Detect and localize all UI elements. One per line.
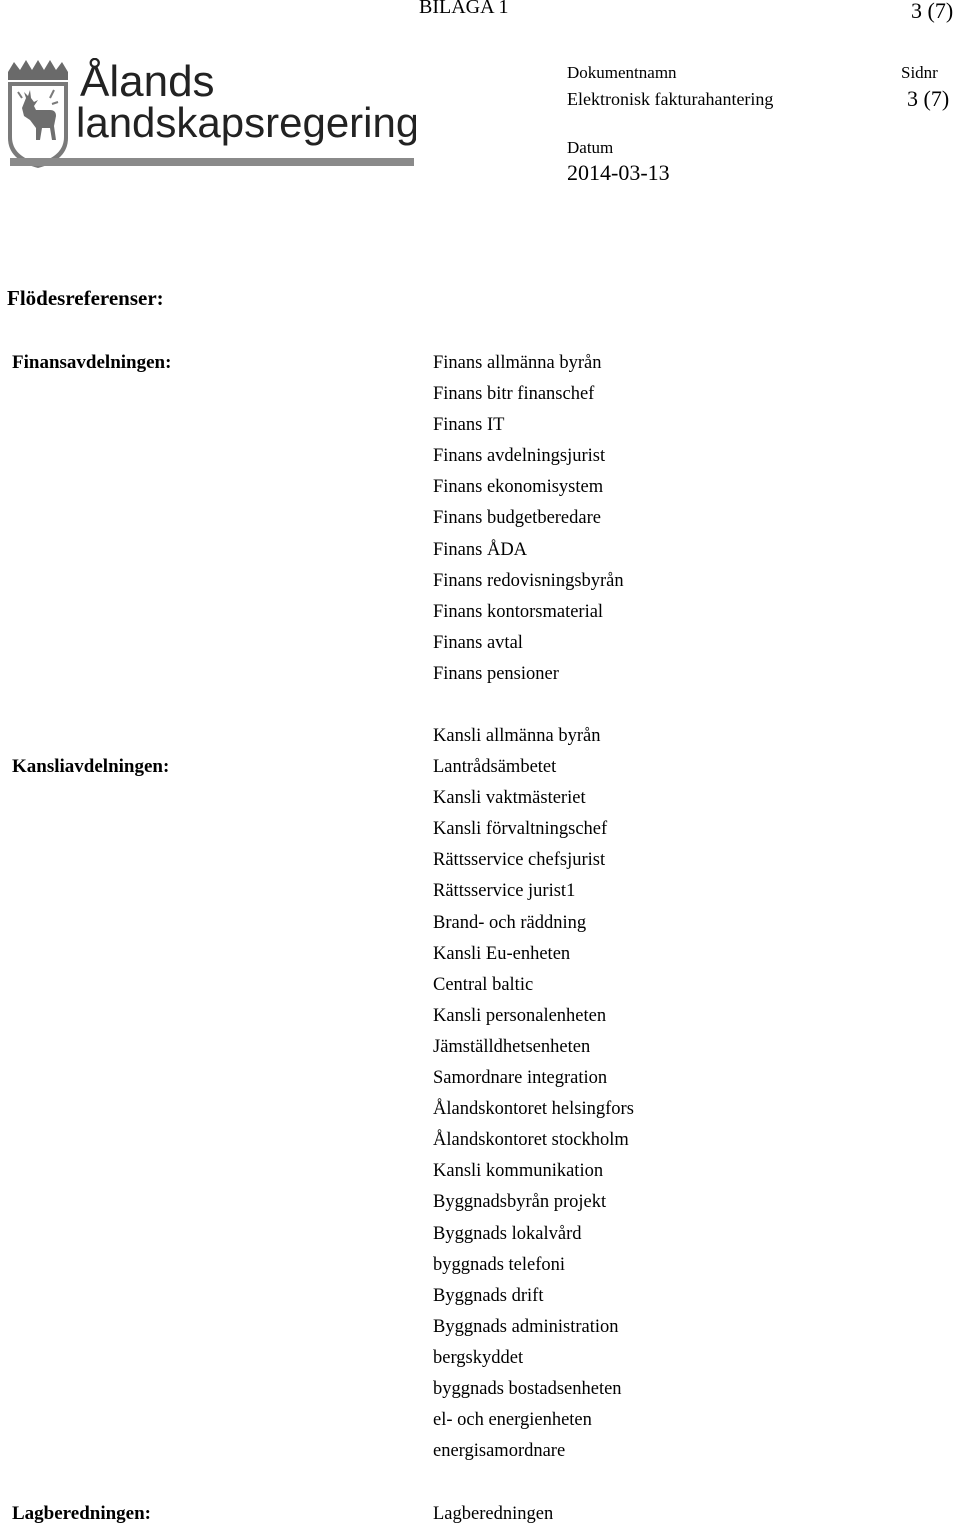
list-item: el- och energienheten — [433, 1410, 592, 1431]
list-item: Samordnare integration — [433, 1068, 608, 1089]
list-item: Kansli Eu-enheten — [433, 943, 571, 964]
list-item: Byggnads drift — [433, 1285, 544, 1306]
list-item: Finans ÅDA — [433, 539, 528, 560]
department-list-finans — [433, 351, 624, 693]
list-item: Byggnads administration — [433, 1316, 619, 1337]
doc-name-value: Elektronisk fakturahantering — [567, 89, 774, 109]
list-item: Finans allmänna byrån — [433, 353, 602, 373]
list-item: Finans redovisningsbyrån — [433, 570, 624, 591]
page-number-value: 3 (7) — [907, 86, 950, 111]
list-item: Kansli kommunikation — [433, 1161, 604, 1182]
list-item: Kansli vaktmästeriet — [433, 788, 586, 809]
list-item: Rättsservice jurist1 — [433, 881, 576, 902]
department-label-lagberedningen: Lagberedningen: — [12, 1503, 152, 1524]
list-item: Finans IT — [433, 415, 505, 436]
list-item: Kansli allmänna byrån — [433, 726, 601, 746]
department-label-kansli: Kansliavdelningen: — [12, 756, 170, 777]
list-item: Central baltic — [433, 974, 534, 995]
list-item: Brand- och räddning — [433, 912, 587, 933]
doc-name-label: Dokumentnamn — [567, 63, 677, 82]
logo-wordmark-line1: Ålands — [80, 58, 215, 106]
list-item: Ålandskontoret helsingfors — [433, 1099, 634, 1120]
list-item: Finans bitr finanschef — [433, 384, 595, 405]
aland-coat-of-arms-deer-icon — [8, 60, 68, 168]
department-list-lagberedningen — [433, 1502, 553, 1533]
list-item: Lantrådsämbetet — [433, 757, 557, 778]
logo-wordmark-line2: landskapsregering — [76, 99, 416, 146]
list-item: Finans pensioner — [433, 663, 559, 684]
department-label-finans: Finansavdelningen: — [12, 352, 172, 373]
list-item: Ålandskontoret stockholm — [433, 1130, 629, 1151]
list-item: Byggnads lokalvård — [433, 1223, 582, 1244]
list-item: Finans ekonomisystem — [433, 477, 604, 498]
list-item: Finans avdelningsjurist — [433, 446, 606, 467]
list-item: Byggnadsbyrån projekt — [433, 1192, 607, 1213]
list-item: Finans avtal — [433, 632, 523, 653]
flow-references-heading: Flödesreferenser: — [7, 286, 164, 310]
list-item: bergskyddet — [433, 1347, 524, 1368]
date-label: Datum — [567, 138, 614, 157]
department-list-kansli — [433, 724, 634, 1470]
logo-svg — [4, 58, 416, 170]
appendix-label: BILAGA 1 — [419, 0, 509, 18]
government-logo — [4, 58, 416, 170]
date-value: 2014-03-13 — [567, 160, 670, 185]
page-number-top: 3 (7) — [911, 0, 954, 23]
list-item: Kansli förvaltningschef — [433, 819, 608, 840]
list-item: Jämställdhetsenheten — [433, 1036, 591, 1057]
list-item: Lagberedningen — [433, 1504, 554, 1524]
list-item: Finans kontorsmaterial — [433, 601, 604, 622]
list-item: Rättsservice chefsjurist — [433, 850, 606, 871]
list-item: byggnads telefoni — [433, 1254, 566, 1275]
page-number-label: Sidnr — [901, 63, 938, 82]
list-item: byggnads bostadsenheten — [433, 1378, 622, 1399]
list-item: energisamordnare — [433, 1441, 566, 1462]
list-item: Kansli personalenheten — [433, 1005, 607, 1026]
list-item: Finans budgetberedare — [433, 508, 601, 529]
